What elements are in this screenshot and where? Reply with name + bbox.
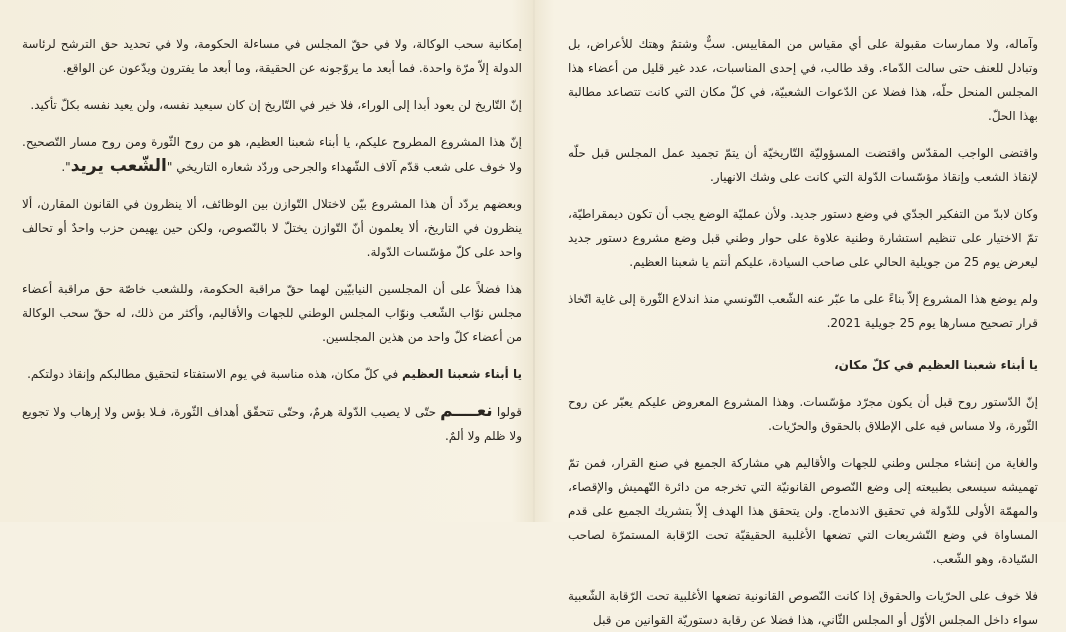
paragraph: وآماله، ولا ممارسات مقبولة على أي مقياس من المقاييس. سبٌّ وشتمٌ وهتك للأعراض، بل وتبادل للعنف حتى سالت الدّماء. وقد طالب، في إحدى المناسبات، عدد غير قليل من أعضاء هذا المجلس المنحل حلّه، هذا فضلا عن الدّعوات الشعبيّة، في كلّ مكان التي كانت تتصاعد مطالبة بهذا الحلّ. [568,37,1038,123]
right-column [568,0,1038,627]
paragraph: إنّ التّاريخ لن يعود أبدا إلى الوراء، فلا خير في التّاريخ إن كان سيعيد نفسه، ولن يعيد نفسه بكلّ تأكيد. [30,98,522,112]
paragraph: إمكانية سحب الوكالة، ولا في حقّ المجلس في مساءلة الحكومة، ولا في تحديد حق الترشح لرئاسة الدولة إلاّ مرّة واحدة. فما أبعد ما يروّجونه عن الحقيقة، وما أبعد ما يفترون ويدّعون عن الواقع. [22,37,522,75]
paragraph-text: إنّ هذا المشروع المطروح عليكم، يا أبناء شعبنا العظيم، هو من روح الثّورة ومن روح مسار التّصحيح. ولا خوف على شعب قدّم آلاف الشّهداء والجرحى وردّد شعاره التاريخي " [22,135,522,174]
paragraph: وبعضهم يردّد أن هذا المشروع بيّن لاختلال التّوازن بين الوظائف، ألا ينظرون في القانون المقارن، ألا ينظرون في التاريخ، ألا يعلمون أنّ التّوازن يختلّ لا بالنّصوص، ولكن حين يهيمن حزب واحدٌ أو تحالف واحد على كلّ مؤسّسات الدّولة. [22,197,522,259]
paragraph: فلا خوف على الحرّيات والحقوق إذا كانت النّصوص القانونية تضعها الأغلبية تحت الرّقابة الشّعبية سواء داخل المجلس الأوّل أو المجلس الثّاني، هذا فضلا عن رقابة دستوريّة القوانين من قبل [568,589,1038,627]
paragraph: ولم يوضع هذا المشروع إلاّ بناءً على ما عبّر عنه الشّعب التّونسي منذ اندلاع الثّورة إلى غاية اتّخاذ قرار تصحيح مسارها يوم 25 جويلية 2021. [568,292,1038,330]
paragraph-text: في كلّ مكان، هذه مناسبة في يوم الاستفتاء لتحقيق مطالبكم وإنقاذ دولتكم. [27,367,403,381]
paragraph [22,399,522,448]
paragraph-text: قولوا [492,405,522,419]
left-column [22,0,522,522]
section-heading: يا أبناء شعبنا العظيم في كلّ مكان، [834,358,1038,372]
page-gutter [533,0,535,522]
paragraph [22,130,522,179]
paragraph: هذا فضلاً على أن المجلسين النيابيّين لهما حقّ مراقبة الحكومة، وللشعب خاصّة حق مراقبة أعضاء مجلس نوّاب الشّعب ونوّاب المجلس الوطني للجهات والأقاليم، وأكثر من ذلك، له حقّ سحب الوكالة من أعضاء كلّ واحد من هذين المجلسين. [22,282,522,344]
paragraph: واقتضى الواجب المقدّس واقتضت المسؤوليّة التّاريخيّة أن يتمّ تجميد عمل المجلس قبل حلّه لإنقاذ الشعب وإنقاذ مؤسّسات الدّولة التي كانت على وشك الانهيار. [568,146,1038,184]
paragraph-text: حتّى لا يصيب الدّولة هرمٌ، وحتّى تتحقّق أهداف الثّورة، فـلا بؤس ولا إرهاب ولا تجويع ولا ظلم ولا ألمٌ. [22,405,522,443]
emphasis-slogan: الشّعب يريد [70,156,167,176]
paragraph: وكان لابدّ من التفكير الجدّي في وضع دستور جديد. ولأن عمليّة الوضع يجب أن تكون ديمقراطيّة، تمّ الاختيار على تنظيم استشارة وطنية علاوة على حوار وطني قبل وضع مشروع دستور جديد ليعرض يوم 25 من جويلية الحالي على صاحب السيادة، عليكم أنتم يا شعبنا العظيم. [568,207,1038,269]
emphasis-address: يا أبناء شعبنا العظيم [402,367,522,381]
paragraph [22,362,522,386]
paragraph-text: ". [61,160,71,174]
paragraph: إنّ الدّستور روح قبل أن يكون مجرّد مؤسّسات. وهذا المشروع المعروض عليكم يعبّر عن روح الثّورة، ولا مساس فيه على الإطلاق بالحقوق والحرّيات. [568,395,1038,433]
paragraph: والغاية من إنشاء مجلس وطني للجهات والأقاليم هي مشاركة الجميع في صنع القرار، فمن تمّ تهميشه سيسعى بطبيعته إلى وضع النّصوص القانونيّة التي تخرجه من دائرة التّهميش والإقصاء، والمهمّة الأولى للدّولة في تحقيق الاندماج. ولن يتحقق هذا الهدف إلاّ بتشريك الجميع على قدم المساواة في وضع التّشريعات التي تضعها الأغلبية الحقيقيّة تحت الرّقابة المستمرّة لصاحب السّيادة، وهو الشّعب. [568,456,1038,566]
emphasis-yes: نعــــم [440,401,493,421]
